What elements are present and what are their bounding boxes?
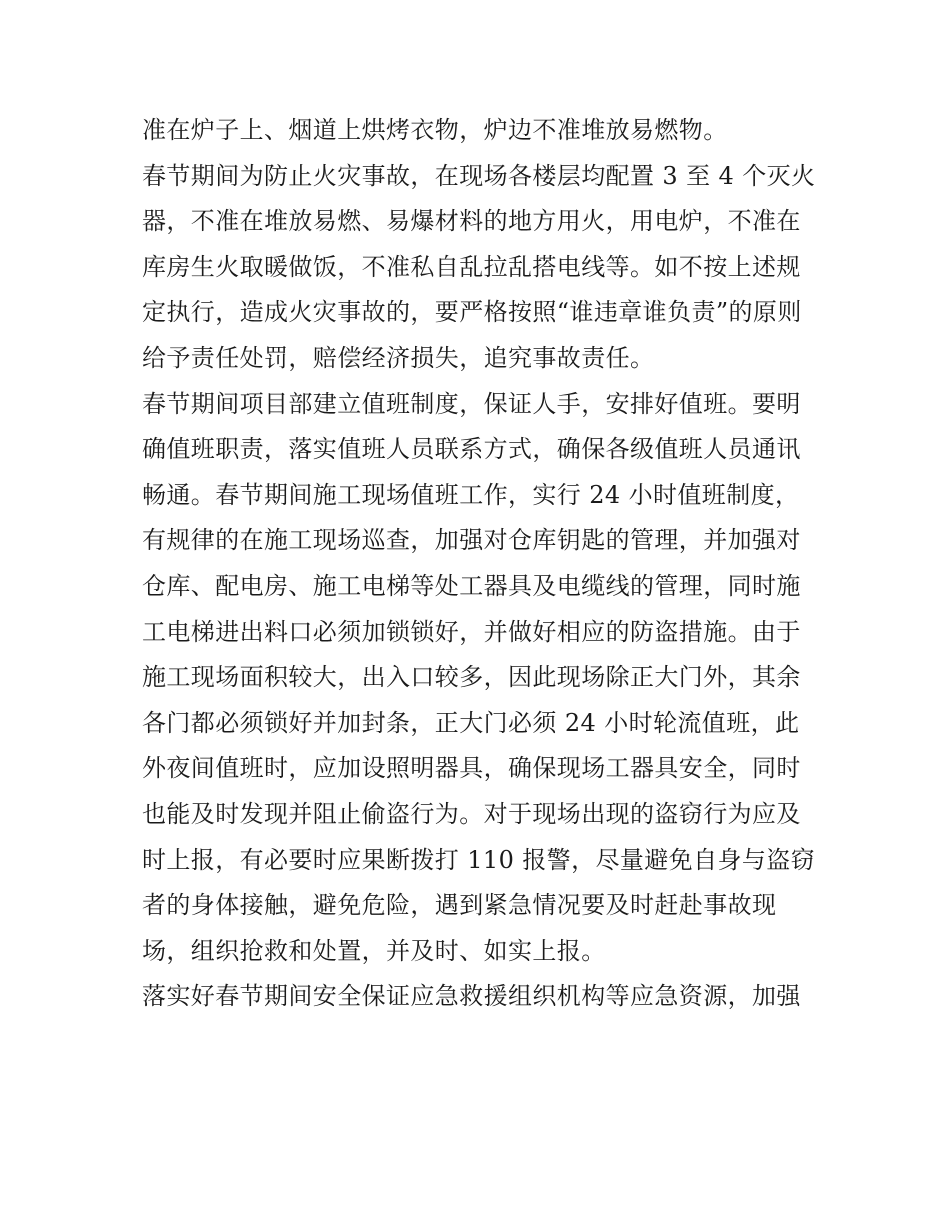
text-line: 也能及时发现并阻止偷盗行为。对于现场出现的盗窃行为应及 <box>142 799 801 828</box>
text-line: 定执行，造成火灾事故的，要严格按照“谁违章谁负责”的原则 <box>142 298 802 327</box>
text-line: 外夜间值班时，应加设照明器具，确保现场工器具安全，同时 <box>142 754 801 783</box>
text-line: 确值班职责，落实值班人员联系方式，确保各级值班人员通讯 <box>142 435 801 464</box>
text-line: 落实好春节期间安全保证应急救援组织机构等应急资源，加强 <box>142 982 801 1011</box>
text-line: 给予责任处罚，赔偿经济损失，追究事故责任。 <box>142 343 655 372</box>
paragraph-2 <box>142 154 822 382</box>
text-line: 时上报，有必要时应果断拨打 110 报警，尽量避免自身与盗窃 <box>142 845 816 874</box>
text-column <box>142 108 822 1020</box>
paragraph-3 <box>142 382 822 975</box>
text-line: 器，不准在堆放易燃、易爆材料的地方用火，用电炉，不准在 <box>142 207 801 236</box>
text-line: 各门都必须锁好并加封条，正大门必须 24 小时轮流值班，此 <box>142 708 800 737</box>
text-line: 春节期间项目部建立值班制度，保证人手，安排好值班。要明 <box>142 389 801 418</box>
text-line: 工电梯进出料口必须加锁锁好，并做好相应的防盗措施。由于 <box>142 617 801 646</box>
text-line: 春节期间为防止火灾事故，在现场各楼层均配置 3 至 4 个灭火 <box>142 161 816 190</box>
text-line: 有规律的在施工现场巡查，加强对仓库钥匙的管理，并加强对 <box>142 526 801 555</box>
text-line: 仓库、配电房、施工电梯等处工器具及电缆线的管理，同时施 <box>142 571 801 600</box>
paragraph-4 <box>142 974 822 1020</box>
text-line: 者的身体接触，避免危险，遇到紧急情况要及时赶赴事故现 <box>142 891 777 920</box>
paragraph-1 <box>142 108 822 154</box>
text-line: 准在炉子上、烟道上烘烤衣物，炉边不准堆放易燃物。 <box>142 116 728 144</box>
text-line: 库房生火取暖做饭，不准私自乱拉乱搭电线等。如不按上述规 <box>142 252 801 281</box>
text-line: 施工现场面积较大，出入口较多，因此现场除正大门外，其余 <box>142 663 801 692</box>
text-line: 畅通。春节期间施工现场值班工作，实行 24 小时值班制度， <box>142 480 800 509</box>
text-line: 场，组织抢救和处置，并及时、如实上报。 <box>142 936 606 965</box>
